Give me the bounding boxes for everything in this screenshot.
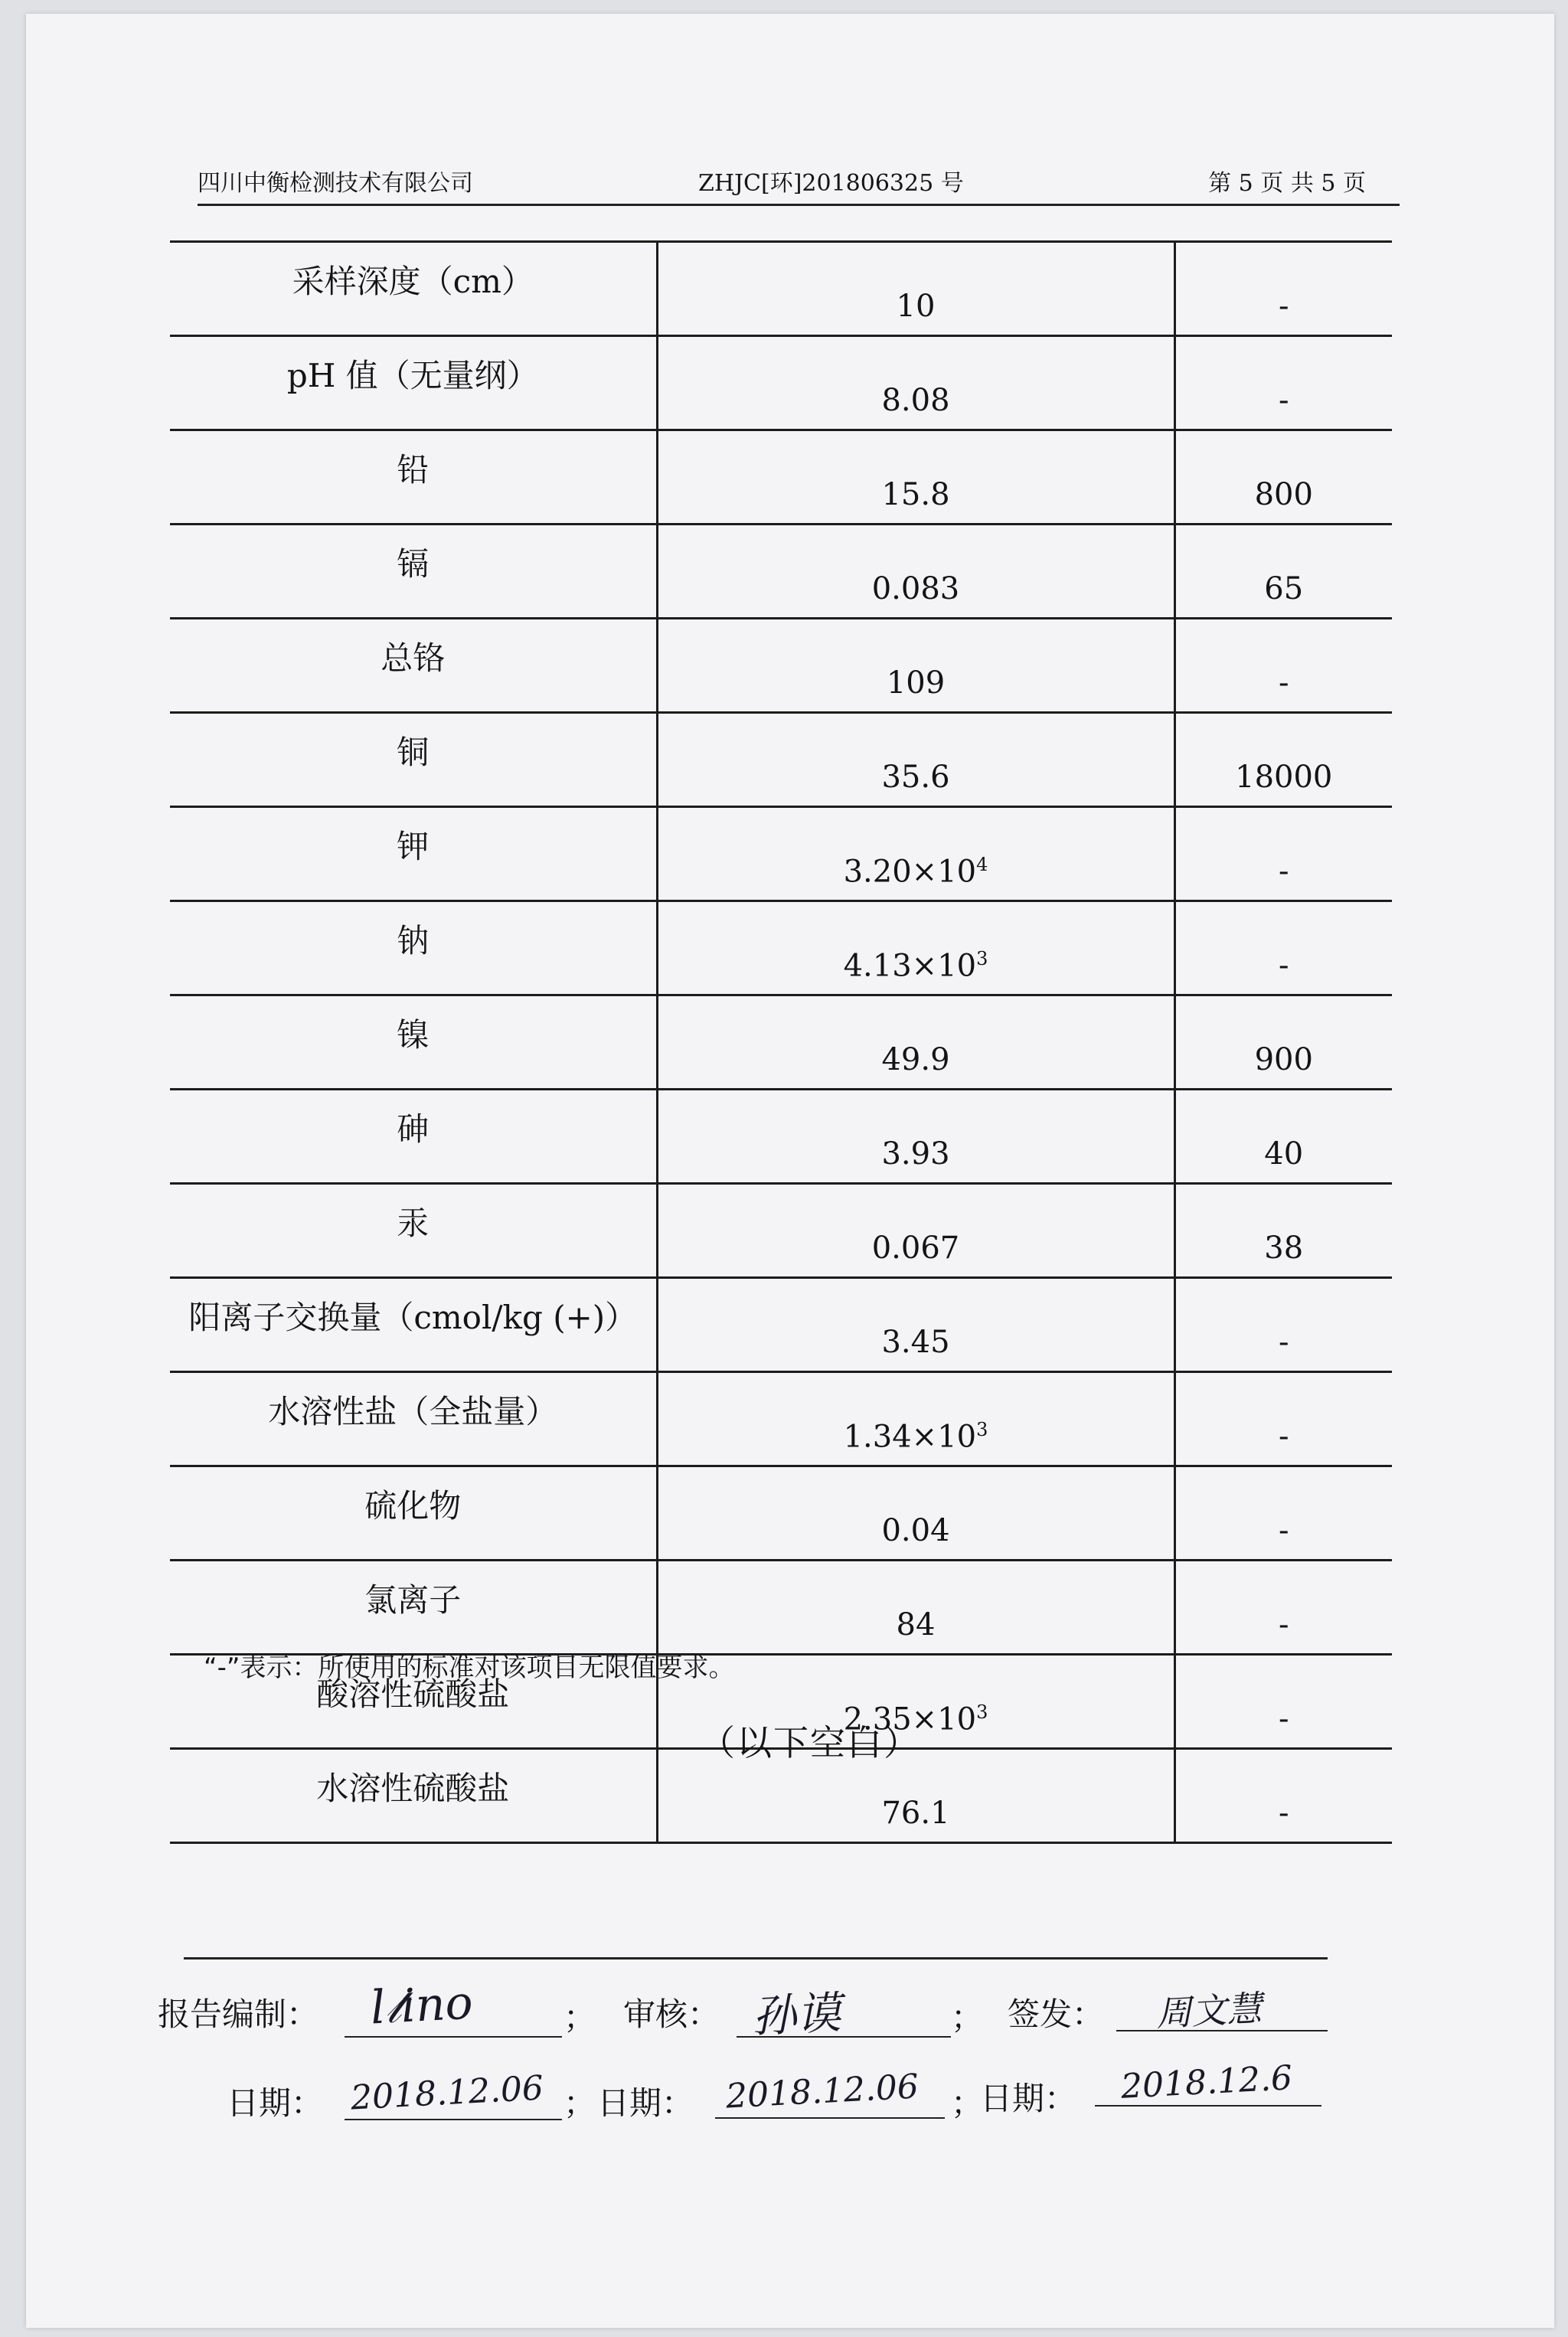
- prepared-label: 报告编制：: [158, 1995, 319, 2033]
- value-text: 3.20×10: [843, 854, 977, 889]
- sep-2: ；: [951, 1999, 984, 2036]
- value-text: 35.6: [881, 760, 950, 795]
- limit-value: -: [1174, 807, 1392, 901]
- limit-value: -: [1174, 242, 1392, 336]
- measured-value: [657, 1561, 1174, 1655]
- limit-value: -: [1174, 901, 1392, 995]
- limit-value: 65: [1174, 525, 1392, 619]
- prepared-signature: l𝓉ino: [369, 1976, 475, 2035]
- value-text: 49.9: [881, 1042, 950, 1077]
- table-row: [170, 995, 1392, 1090]
- date-label-2: 日期：: [597, 2084, 694, 2122]
- value-text: 0.067: [871, 1231, 960, 1266]
- page-header: [198, 158, 1400, 206]
- item-name: 汞: [170, 1184, 657, 1278]
- limit-value: -: [1174, 1278, 1392, 1372]
- measured-value: [657, 1372, 1174, 1466]
- item-name: 酸溶性硫酸盐: [170, 1655, 657, 1749]
- date-2: 2018.12.06: [724, 2067, 920, 2116]
- limit-value: -: [1174, 1561, 1392, 1655]
- value-text: 4.13×10: [843, 948, 977, 983]
- date-label-3: 日期：: [980, 2080, 1077, 2117]
- report-number: ZHJC[环]201806325 号: [698, 170, 964, 197]
- measured-value: [657, 1466, 1174, 1561]
- value-text: 3.93: [881, 1136, 950, 1172]
- limit-value: -: [1174, 1749, 1392, 1843]
- table-row: [170, 1090, 1392, 1184]
- value-exponent: 3: [976, 947, 988, 969]
- limit-value: -: [1174, 336, 1392, 430]
- item-name: 钠: [170, 901, 657, 995]
- limit-value: 40: [1174, 1090, 1392, 1184]
- measured-value: [657, 1090, 1174, 1184]
- sep-1: ；: [564, 1999, 596, 2036]
- item-name: 镍: [170, 995, 657, 1090]
- measured-value: [657, 807, 1174, 901]
- page-indicator: 第 5 页 共 5 页: [1208, 170, 1366, 197]
- table-row: [170, 713, 1392, 807]
- signature-divider: [184, 1957, 1328, 1959]
- limit-value: 38: [1174, 1184, 1392, 1278]
- measured-value: [657, 1278, 1174, 1372]
- limit-value: 800: [1174, 430, 1392, 525]
- table-row: [170, 807, 1392, 901]
- item-name: 钾: [170, 807, 657, 901]
- item-name: 铜: [170, 713, 657, 807]
- value-text: 8.08: [881, 383, 950, 418]
- value-text: 0.083: [871, 571, 960, 606]
- value-text: 10: [896, 289, 936, 324]
- table-row: [170, 1466, 1392, 1561]
- item-name: 氯离子: [170, 1561, 657, 1655]
- value-text: 76.1: [881, 1796, 950, 1831]
- limit-value: -: [1174, 1655, 1392, 1749]
- measured-value: [657, 525, 1174, 619]
- date-1: 2018.12.06: [349, 2068, 545, 2118]
- value-text: 2.35×10: [843, 1701, 977, 1737]
- item-name: 水溶性硫酸盐: [170, 1749, 657, 1843]
- limit-value: -: [1174, 1466, 1392, 1561]
- issue-label: 签发：: [1008, 1995, 1105, 2033]
- measured-value: [657, 619, 1174, 713]
- table-row: [170, 1278, 1392, 1372]
- item-name: 铅: [170, 430, 657, 525]
- value-text: 1.34×10: [843, 1419, 977, 1454]
- table-row: [170, 901, 1392, 995]
- footnote: “-”表示：所使用的标准对该项目无限值要求。: [204, 1652, 735, 1683]
- value-text: 3.45: [881, 1325, 950, 1360]
- value-text: 109: [886, 665, 946, 701]
- limit-value: 900: [1174, 995, 1392, 1090]
- table-row: [170, 430, 1392, 525]
- table-row: [170, 525, 1392, 619]
- limit-value: 18000: [1174, 713, 1392, 807]
- sep-4: ；: [951, 2084, 984, 2122]
- measured-value: [657, 995, 1174, 1090]
- value-text: 84: [896, 1607, 936, 1642]
- table-row: [170, 1184, 1392, 1278]
- measured-value: [657, 713, 1174, 807]
- measured-value: [657, 1184, 1174, 1278]
- table-row: [170, 619, 1392, 713]
- date-line-1: [345, 2118, 562, 2120]
- limit-value: -: [1174, 619, 1392, 713]
- item-name: 硫化物: [170, 1466, 657, 1561]
- blank-marker: （以下空白）: [700, 1722, 920, 1763]
- value-exponent: 4: [976, 853, 988, 875]
- review-label: 审核：: [623, 1995, 720, 2033]
- value-exponent: 3: [976, 1701, 988, 1723]
- measured-value: [657, 901, 1174, 995]
- prepared-line: [345, 2035, 562, 2038]
- measured-value: [657, 336, 1174, 430]
- date-3: 2018.12.6: [1119, 2058, 1294, 2107]
- item-name: 镉: [170, 525, 657, 619]
- table-row: [170, 336, 1392, 430]
- item-name: 水溶性盐（全盐量）: [170, 1372, 657, 1466]
- item-name: pH 值（无量纲）: [170, 336, 657, 430]
- sep-3: ；: [564, 2084, 596, 2122]
- value-text: 0.04: [881, 1513, 950, 1548]
- item-name: 采样深度（cm）: [170, 242, 657, 336]
- value-text: 15.8: [881, 477, 950, 512]
- table-row: [170, 1372, 1392, 1466]
- measured-value: [657, 430, 1174, 525]
- limit-value: -: [1174, 1372, 1392, 1466]
- report-page: [26, 14, 1554, 2328]
- value-exponent: 3: [976, 1418, 988, 1440]
- table-row: [170, 1561, 1392, 1655]
- company-name: 四川中衡检测技术有限公司: [198, 170, 473, 197]
- date-line-2: [715, 2116, 945, 2119]
- measured-value: [657, 242, 1174, 336]
- item-name: 阳离子交换量（cmol/kg (+)）: [170, 1278, 657, 1372]
- item-name: 砷: [170, 1090, 657, 1184]
- results-table: [170, 240, 1392, 1844]
- review-signature: 孙谟: [750, 1986, 842, 2043]
- date-label-1: 日期：: [227, 2084, 324, 2122]
- item-name: 总铬: [170, 619, 657, 713]
- issue-signature: 周文慧: [1155, 1987, 1263, 2035]
- table-row: [170, 242, 1392, 336]
